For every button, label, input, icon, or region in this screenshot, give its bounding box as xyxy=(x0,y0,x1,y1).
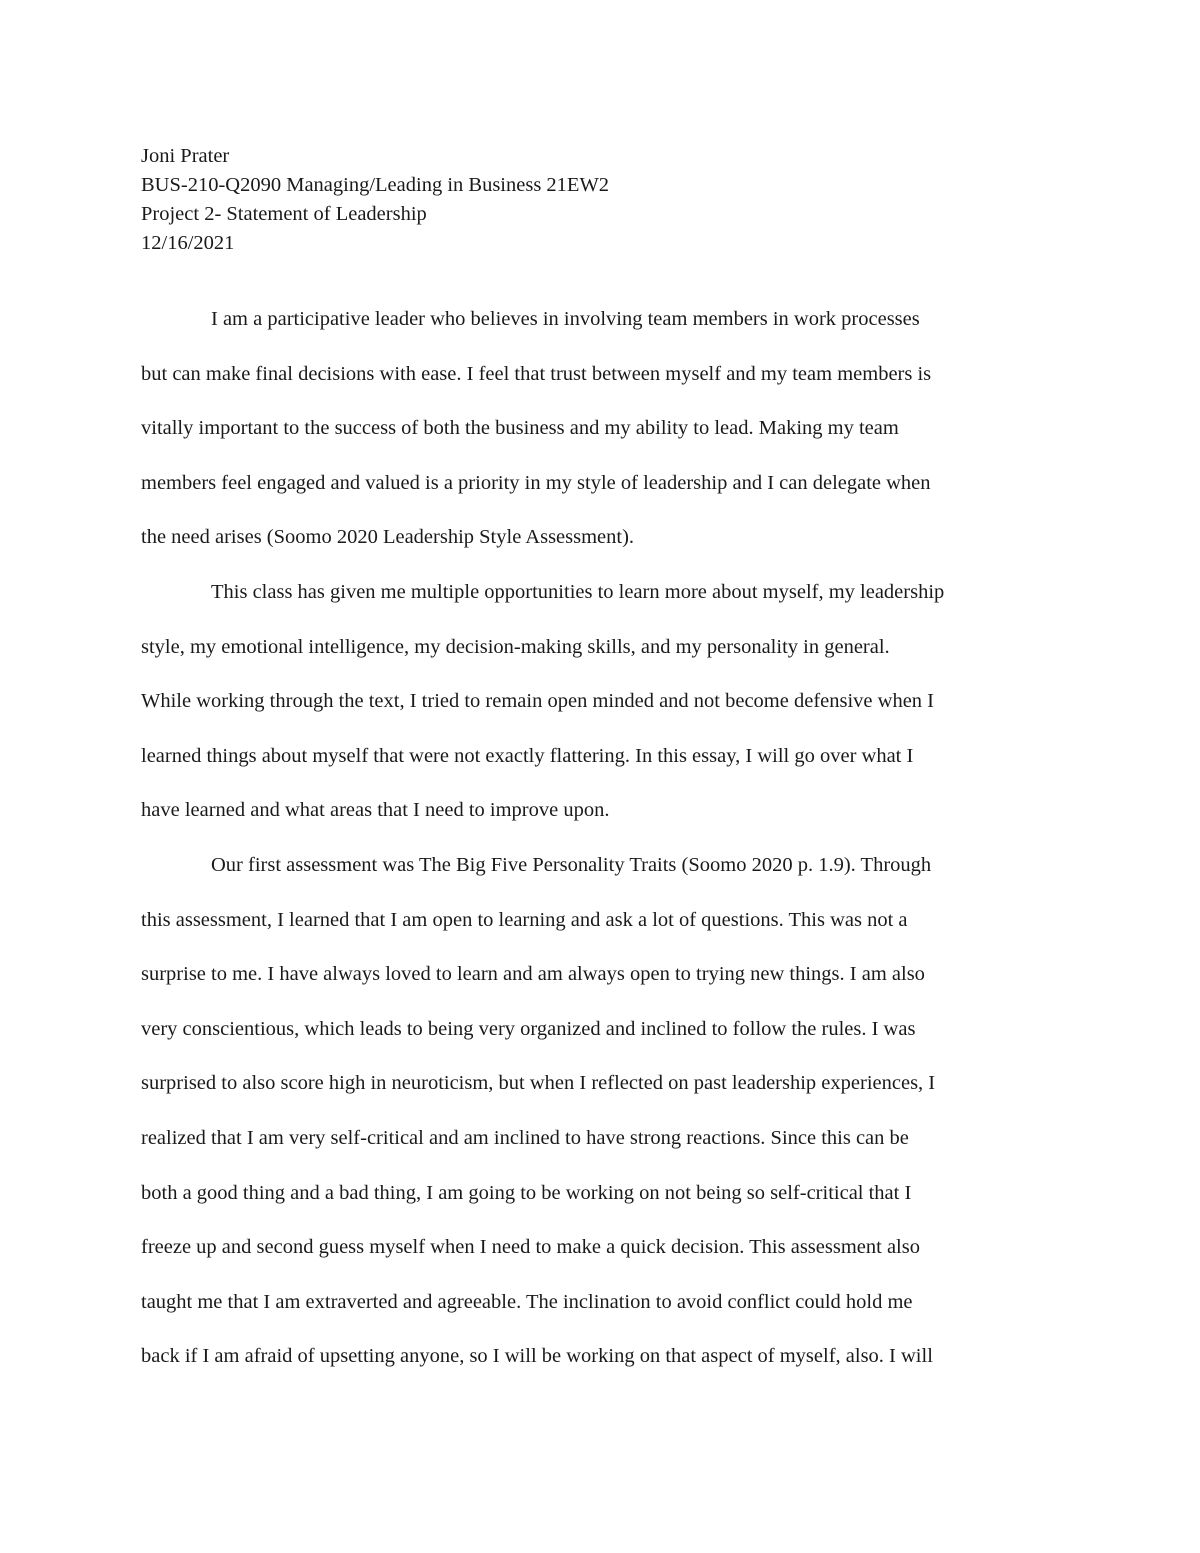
document-header xyxy=(141,142,1061,258)
paragraph-line: realized that I am very self-critical and am inclined to have strong reactions. Since this can be xyxy=(141,1126,909,1149)
essay-body xyxy=(141,292,1061,1384)
paragraph-line: style, my emotional intelligence, my decision-making skills, and my personality in general. xyxy=(141,635,890,658)
paragraph-line: back if I am afraid of upsetting anyone, so I will be working on that aspect of myself, also. I will xyxy=(141,1345,933,1368)
document-date: 12/16/2021 xyxy=(141,232,235,254)
paragraph-line: the need arises (Soomo 2020 Leadership Style Assessment). xyxy=(141,526,635,549)
paragraph-line: vitally important to the success of both the business and my ability to lead. Making my team xyxy=(141,417,899,440)
paragraph-line: surprise to me. I have always loved to learn and am always open to trying new things. I am also xyxy=(141,963,925,986)
author-name: Joni Prater xyxy=(141,145,230,167)
paragraph-line: taught me that I am extraverted and agreeable. The inclination to avoid conflict could hold me xyxy=(141,1290,913,1313)
course-title: BUS-210-Q2090 Managing/Leading in Business 21EW2 xyxy=(141,174,610,196)
paragraph-line: While working through the text, I tried to remain open minded and not become defensive when I xyxy=(141,690,935,713)
paragraph-line: Our first assessment was The Big Five Personality Traits (Soomo 2020 p. 1.9). Through xyxy=(211,853,932,876)
paragraph-line: but can make final decisions with ease. I feel that trust between myself and my team members is xyxy=(141,362,932,385)
paragraph-line: members feel engaged and valued is a priority in my style of leadership and I can delegate when xyxy=(141,471,931,494)
paragraph-line: both a good thing and a bad thing, I am going to be working on not being so self-critical that I xyxy=(141,1181,912,1204)
paragraph-line: This class has given me multiple opportunities to learn more about myself, my leadership xyxy=(211,580,945,603)
paragraph-line: learned things about myself that were not exactly flattering. In this essay, I will go over what I xyxy=(141,744,914,767)
paragraph-line: have learned and what areas that I need to improve upon. xyxy=(141,799,610,822)
paragraph-line: freeze up and second guess myself when I need to make a quick decision. This assessment also xyxy=(141,1236,920,1259)
paragraph-line: surprised to also score high in neuroticism, but when I reflected on past leadership experiences, I xyxy=(141,1072,936,1095)
assignment-title: Project 2- Statement of Leadership xyxy=(141,203,427,225)
paragraph-line: this assessment, I learned that I am open to learning and ask a lot of questions. This was not a xyxy=(141,908,908,931)
paragraph-line: I am a participative leader who believes in involving team members in work processes xyxy=(211,308,920,330)
paragraph-line: very conscientious, which leads to being very organized and inclined to follow the rules. I was xyxy=(141,1017,916,1040)
